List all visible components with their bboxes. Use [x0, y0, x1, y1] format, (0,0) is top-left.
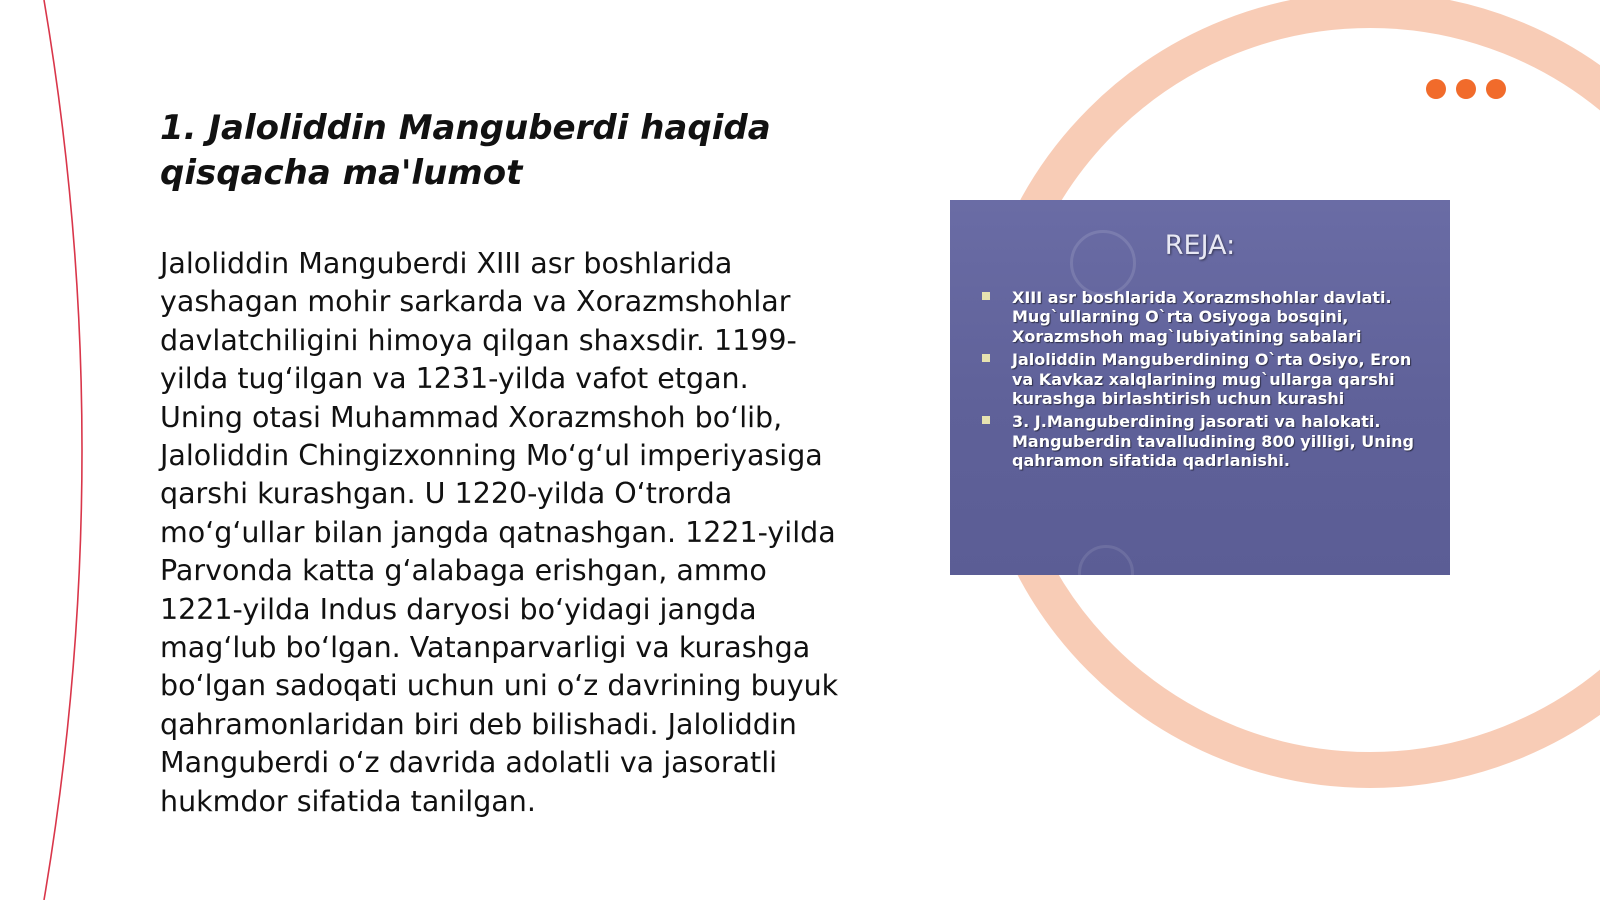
accent-dot	[1426, 79, 1446, 99]
slide-body-text: Jaloliddin Manguberdi XIII asr boshlarida yashagan mohir sarkarda va Xorazmshohlar davlatchiligini himoya qilgan shaxsdir. 1199-yilda tug‘ilgan va 1231-yilda vafot etgan. Uning otasi Muhammad Xorazmshoh bo‘lib, Jaloliddin Chingizxonning Mo‘g‘ul imperiyasiga qarshi kurashgan. U 1220-yilda O‘trorda mo‘g‘ullar bilan jangda qatnashgan. 1221-yilda Parvonda katta g‘alabaga erishgan, ammo 1221-yilda Indus daryosi bo‘yidagi jangda mag‘lub bo‘lgan. Vatanparvarligi va kurashga bo‘lgan sadoqati uchun uni o‘z davrining buyuk qahramonlaridan biri deb bilishadi. Jaloliddin Manguberdi o‘z davrida adolatli va jasoratli hukmdor sifatida tanilgan.	[160, 247, 839, 818]
slide-title: 1. Jaloliddin Manguberdi haqida qisqacha ma'lumot	[160, 108, 771, 193]
square-bullet-icon	[982, 416, 990, 424]
plan-item-text: 3. J.Manguberdining jasorati va halokati. Manguberdin tavalludining 800 yilligi, Uning qahramon sifatida qadrlanishi.	[1012, 412, 1414, 471]
square-bullet-icon	[982, 354, 990, 362]
accent-dots	[1426, 79, 1506, 99]
plan-item-text: Jaloliddin Manguberdining O`rta Osiyo, Eron va Kavkaz xalqlarining mug`ullarga qarshi kurashga birlashtirish uchun kurashi	[1012, 350, 1412, 409]
plan-list-item	[982, 412, 1422, 470]
plan-title: REJA:	[1164, 230, 1236, 261]
accent-dot	[1456, 79, 1476, 99]
plan-list-item	[982, 288, 1422, 346]
plan-item-text: XIII asr boshlarida Xorazmshohlar davlati. Mug`ullarning O`rta Osiyoga bosqini, Xorazmshoh mag`lubiyatining sabalari	[1012, 288, 1392, 346]
accent-dot	[1486, 79, 1506, 99]
plan-image	[950, 200, 1450, 575]
plan-list	[982, 288, 1422, 475]
edge-line	[44, 0, 82, 900]
square-bullet-icon	[982, 292, 990, 300]
plan-list-item	[982, 350, 1422, 408]
watermark-circle	[1078, 545, 1134, 575]
